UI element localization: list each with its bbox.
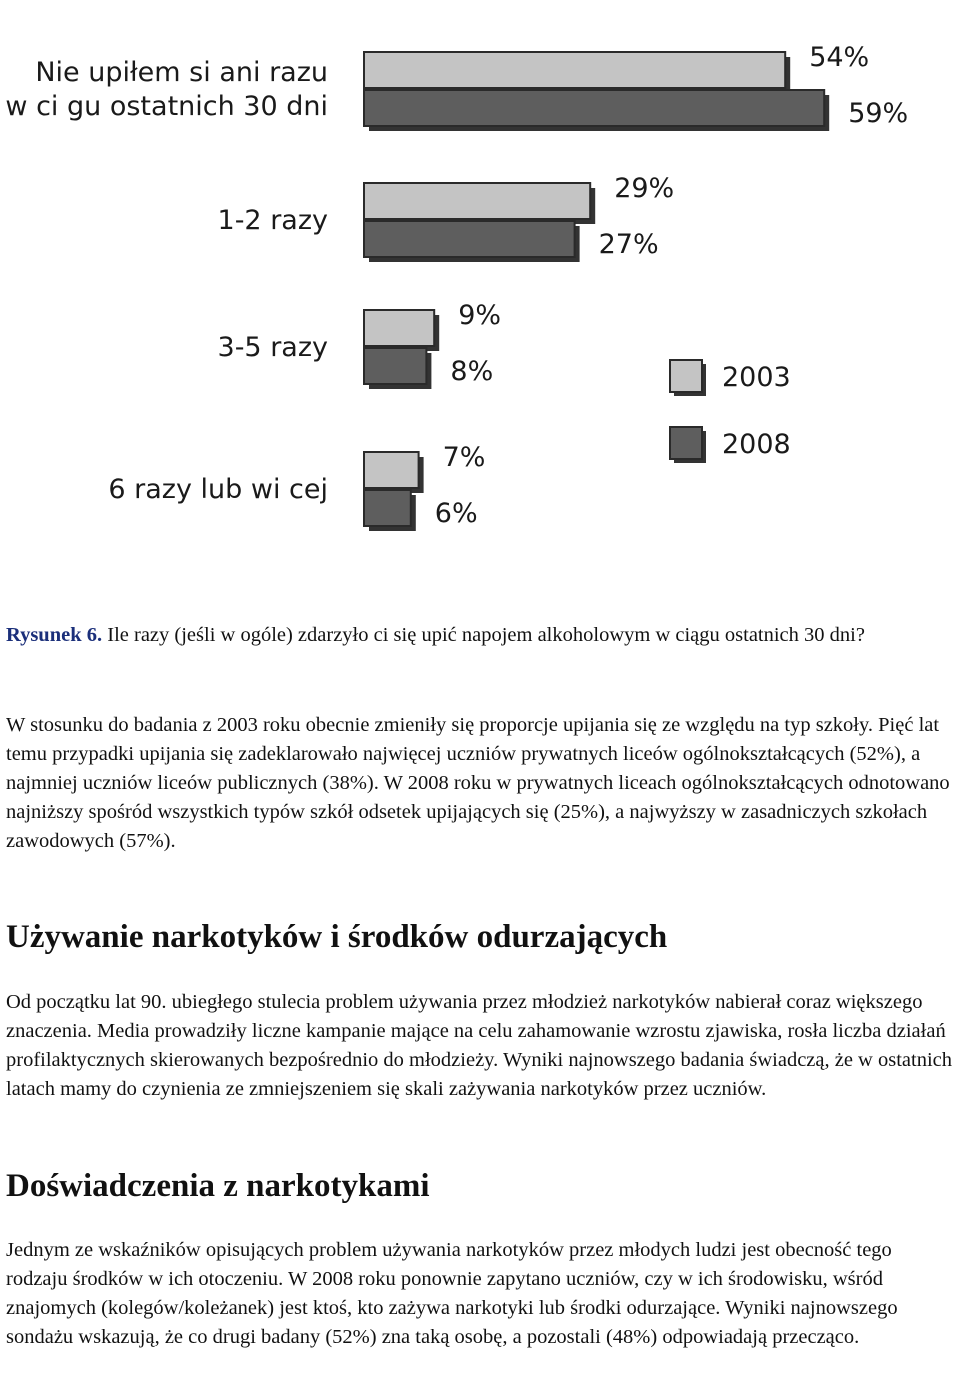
paragraph-2-text: Od początku lat 90. ubiegłego stulecia problem używania przez młodzież narkotyków nabierał coraz większego znaczenia. Media prowadziły liczne kampanie mające na celu zahamowanie wzrostu zjawiska, rosła liczba działań profilaktycznych skierowanych bezpośrednio do młodzieży. Wyniki najnowszego badania świadczą, że w ostatnich latach mamy do czynienia ze zmniejszeniem się skali zażywania narkotyków przez uczniów. [6,991,953,1100]
chart-svg [0,0,960,600]
category-label: 3-5 razy [217,332,328,363]
paragraph-1-text: W stosunku do badania z 2003 roku obecnie zmieniły się proporcje upijania się ze względu na typ szkoły. Pięć lat temu przypadki upijania się zadeklarowało najwięcej uczniów prywatnych liceów ogólnokształcących (52%), a najmniej uczniów liceów publicznych (38%). W 2008 roku w prywatnych liceach ogólnokształcących odnotowano najniższy spośród wszystkich typów szkół odsetek upijających się (25%), a najwyższy w zasadniczych szkołach zawodowych (57%). [6,714,950,852]
section-heading-experience: Doświadczenia z narkotykami [6,1168,430,1204]
bar-2008 [364,221,575,257]
legend-swatch-2003 [670,360,702,392]
category-label: 1-2 razy [217,205,328,236]
value-label: 27% [598,229,659,260]
caption-label: Rysunek 6. [6,624,103,646]
value-label: 29% [614,173,675,204]
value-label: 59% [848,98,909,129]
category-label: Nie upiłem si ani razu [35,57,328,88]
bar-2003 [364,452,419,488]
section-heading-drugs: Używanie narkotyków i środków odurzających [6,919,668,955]
bar-2008 [364,90,824,126]
bar-2003 [364,310,434,346]
value-label: 54% [809,42,870,73]
legend-swatch-2008 [670,427,702,459]
value-label: 6% [434,498,478,529]
legend-label: 2008 [722,429,791,460]
caption-text: Ile razy (jeśli w ogóle) zdarzyło ci się upić napojem alkoholowym w ciągu ostatnich 30 dni? [102,624,865,646]
category-label: 6 razy lub wi cej [108,474,328,505]
value-label: 9% [458,300,502,331]
value-label: 8% [450,356,494,387]
bar-2008 [364,490,411,526]
figure-caption [6,621,958,650]
bar-2008 [364,348,426,384]
bar-2003 [364,52,785,88]
category-label: w ci gu ostatnich 30 dni [5,91,328,122]
paragraph-3-text: Jednym ze wskaźników opisujących problem używania narkotyków przez młodych ludzi jest obecność tego rodzaju środków w ich otoczeniu. W 2008 roku ponownie zapytano uczniów, czy w ich środowisku, wśród znajomych (kolegów/koleżanek) jest ktoś, kto zażywa narkotyki lub środki odurzające. Wyniki najnowszego sondażu wskazują, że co drugi badany (52%) zna taką osobę, a pozostali (48%) odpowiadają przecząco. [6,1239,898,1348]
bar-chart [0,0,960,600]
legend-label: 2003 [722,362,791,393]
paragraph-2 [6,988,958,1104]
value-label: 7% [442,442,486,473]
bar-2003 [364,183,590,219]
paragraph-1 [6,711,958,856]
paragraph-3 [6,1236,958,1352]
